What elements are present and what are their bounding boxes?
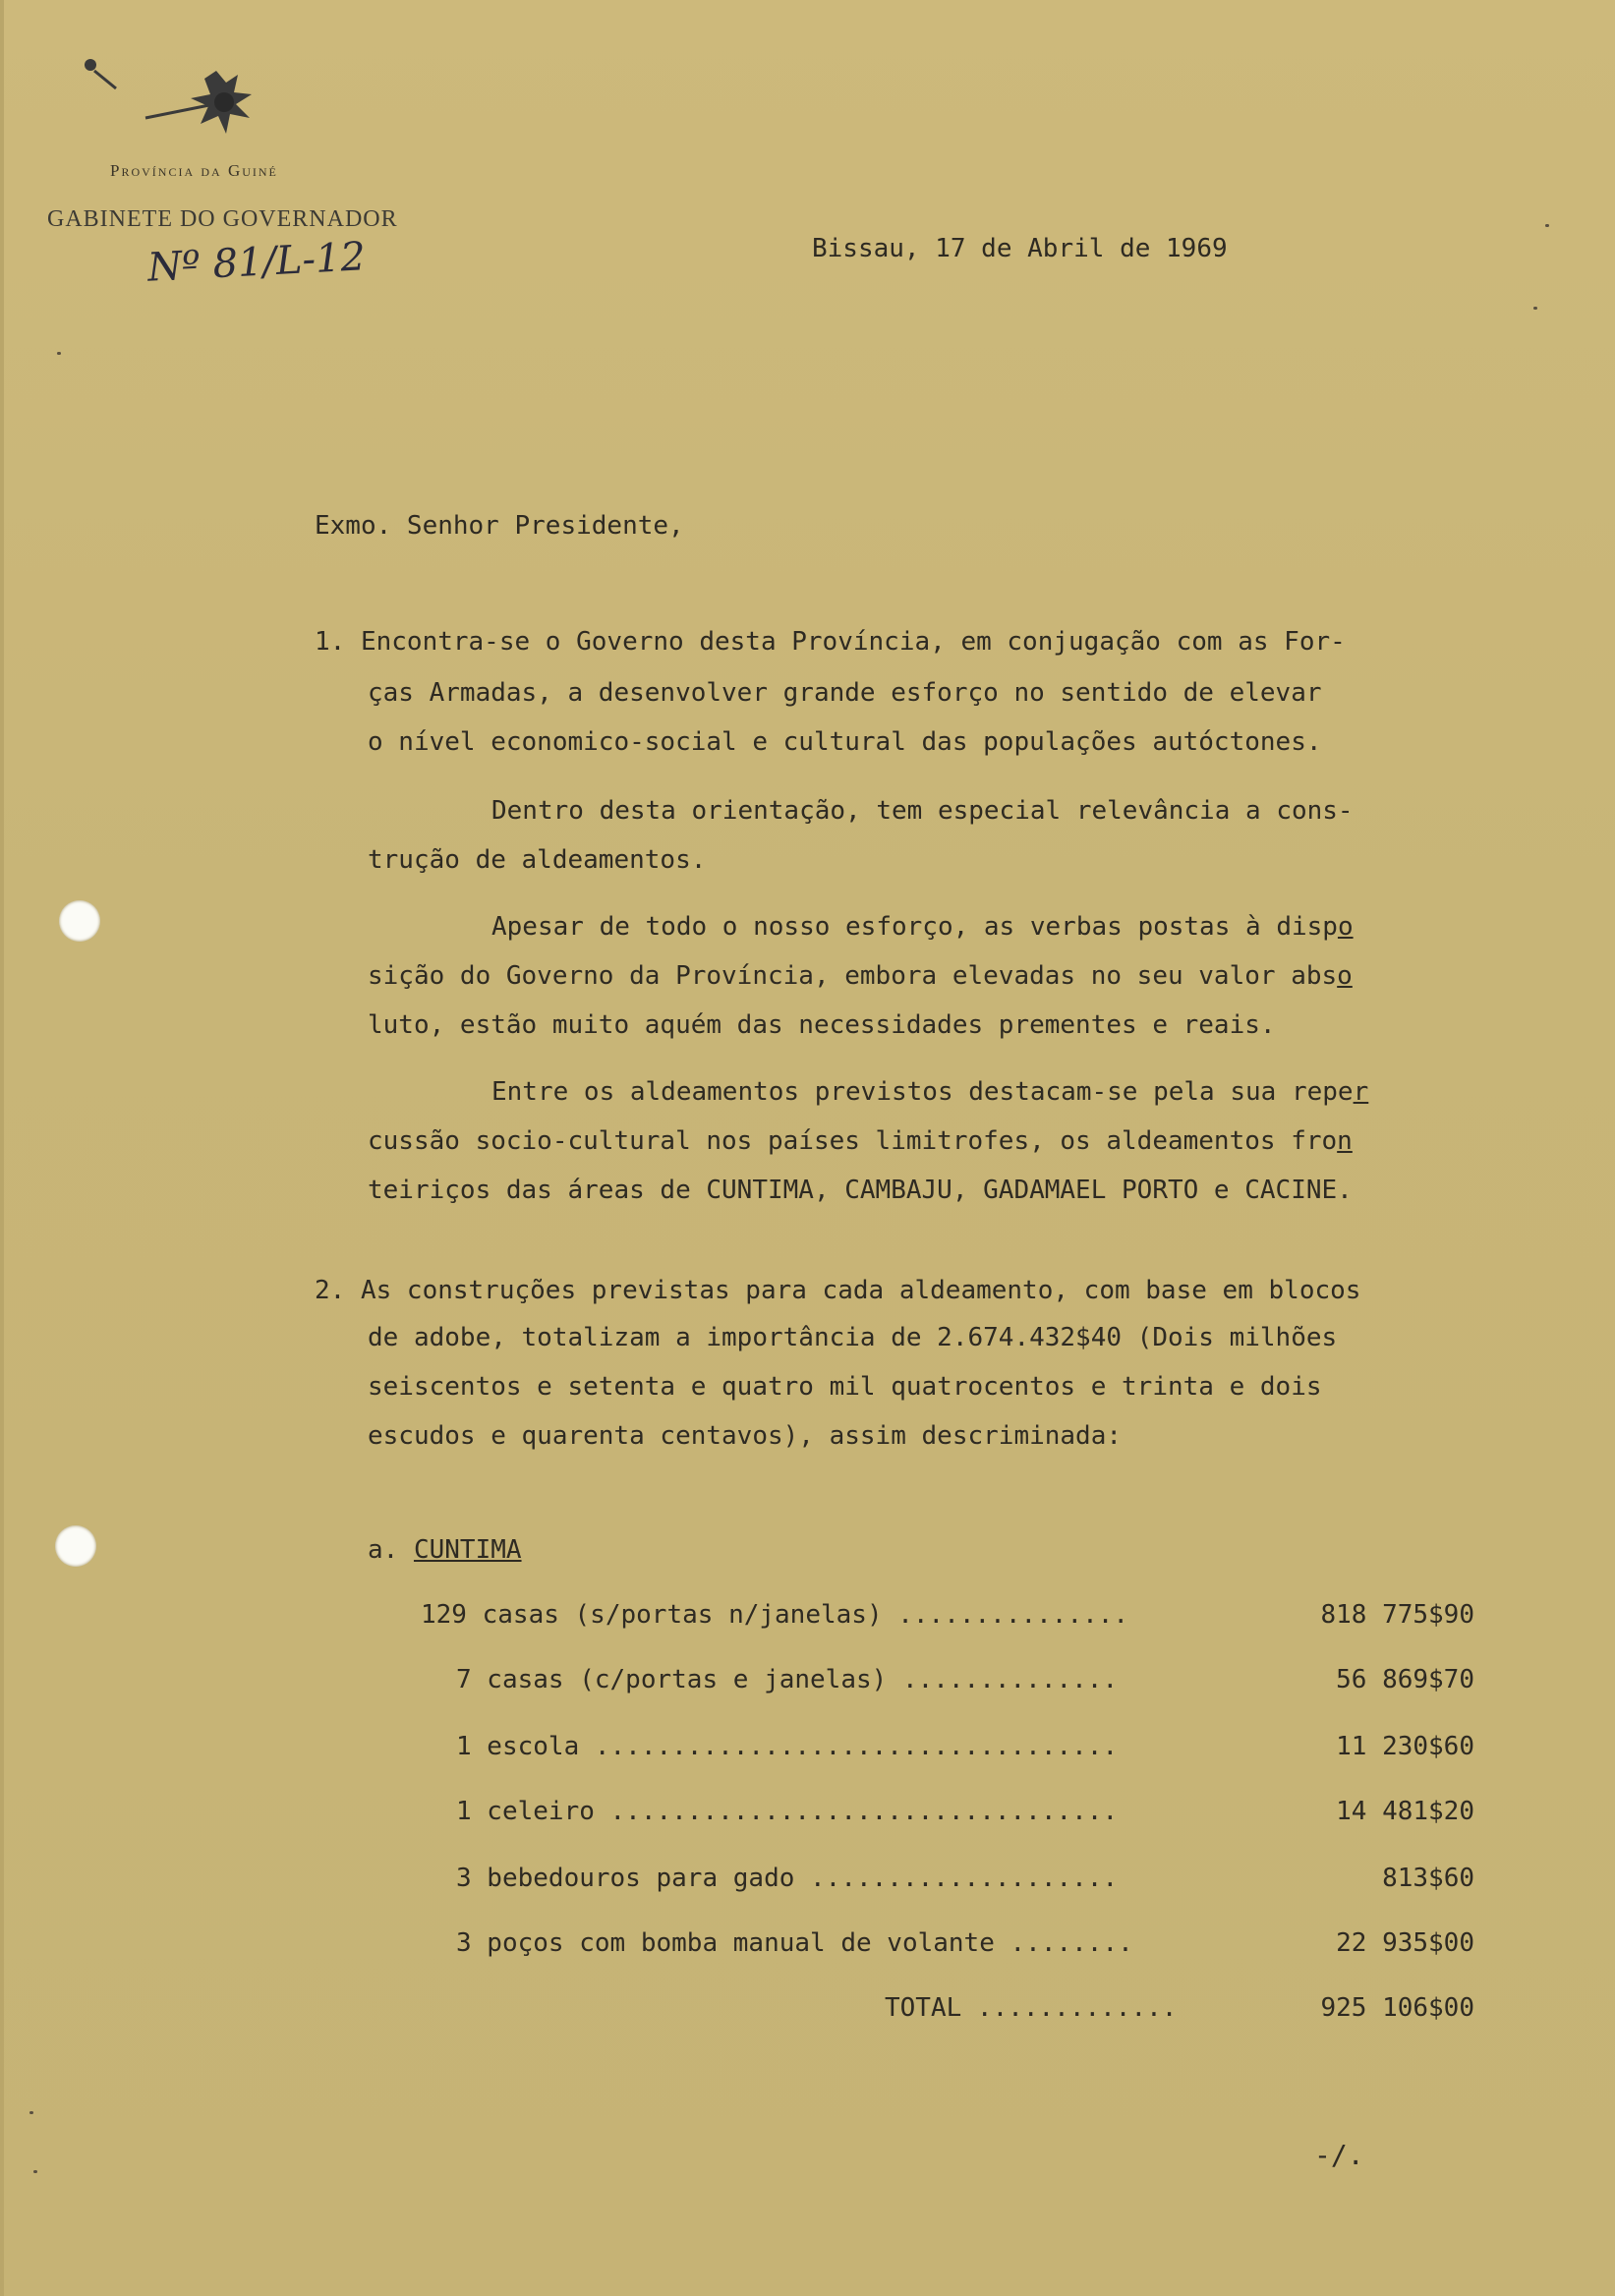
text-line: Entre os aldeamentos previstos destacam-se pela sua reper [491, 1077, 1369, 1107]
cost-item-label: 129 casas (s/portas n/janelas) ............... [421, 1600, 1129, 1630]
cost-item-amount: 14 481$20 [1336, 1797, 1474, 1826]
paper-speck [57, 352, 61, 355]
section-heading: a. CUNTIMA [368, 1535, 522, 1565]
text-line: trução de aldeamentos. [368, 845, 707, 875]
continuation-mark: -/. [1314, 2139, 1364, 2171]
header-province: Província da Guiné [110, 161, 278, 180]
text-line: cussão socio-cultural nos países limitrofes, os aldeamentos fron [368, 1126, 1353, 1156]
text-line: de adobe, totalizam a importância de 2.674.432$40 (Dois milhões [368, 1323, 1338, 1352]
letter-date: Bissau, 17 de Abril de 1969 [812, 234, 1228, 263]
cost-item-label: 1 escola .................................. [456, 1732, 1119, 1761]
cost-item-label: 1 celeiro ................................. [456, 1797, 1119, 1826]
cost-item-label: 7 casas (c/portas e janelas) .............. [456, 1665, 1119, 1694]
text-line: sição do Governo da Província, embora elevadas no seu valor abso [368, 961, 1353, 991]
paper-speck [1545, 224, 1549, 227]
paper-speck [29, 2111, 33, 2114]
text-line: escudos e quarenta centavos), assim descriminada: [368, 1421, 1123, 1451]
text-line: Dentro desta orientação, tem especial relevância a cons- [491, 796, 1354, 826]
text-line: ças Armadas, a desenvolver grande esforço no sentido de elevar [368, 678, 1322, 708]
salutation: Exmo. Senhor Presidente, [315, 511, 684, 541]
text-line: seiscentos e setenta e quatro mil quatrocentos e trinta e dois [368, 1372, 1322, 1402]
text-line: teiriços das áreas de CUNTIMA, CAMBAJU, GADAMAEL PORTO e CACINE. [368, 1176, 1353, 1205]
text-line: o nível economico-social e cultural das populações autóctones. [368, 727, 1322, 757]
text-line: luto, estão muito aquém das necessidades prementes e reais. [368, 1010, 1276, 1040]
cost-item-amount: 56 869$70 [1336, 1665, 1474, 1694]
paper-speck [1533, 307, 1537, 310]
cost-item-amount: 813$60 [1382, 1864, 1474, 1893]
total-label: TOTAL ............. [885, 1993, 1178, 2023]
cost-item-amount: 11 230$60 [1336, 1732, 1474, 1761]
cost-item-amount: 22 935$00 [1336, 1928, 1474, 1958]
header-office: GABINETE DO GOVERNADOR [47, 206, 398, 232]
punch-hole [59, 900, 100, 942]
punch-hole [55, 1525, 96, 1567]
text-line: 1. Encontra-se o Governo desta Província, em conjugação com as For- [315, 627, 1346, 657]
page-edge [0, 0, 4, 2296]
cost-item-label: 3 bebedouros para gado .................... [456, 1864, 1119, 1893]
coat-of-arms-emblem [69, 49, 295, 157]
text-line: Apesar de todo o nosso esforço, as verbas postas à dispo [491, 912, 1354, 942]
paper-speck [33, 2170, 37, 2173]
cost-item-label: 3 poços com bomba manual de volante ........ [456, 1928, 1133, 1958]
text-line: 2. As construções previstas para cada aldeamento, com base em blocos [315, 1276, 1361, 1305]
cost-item-amount: 818 775$90 [1320, 1600, 1474, 1630]
handwritten-reference: Nº 81/L-12 [145, 234, 367, 291]
total-amount: 925 106$00 [1320, 1993, 1474, 2023]
